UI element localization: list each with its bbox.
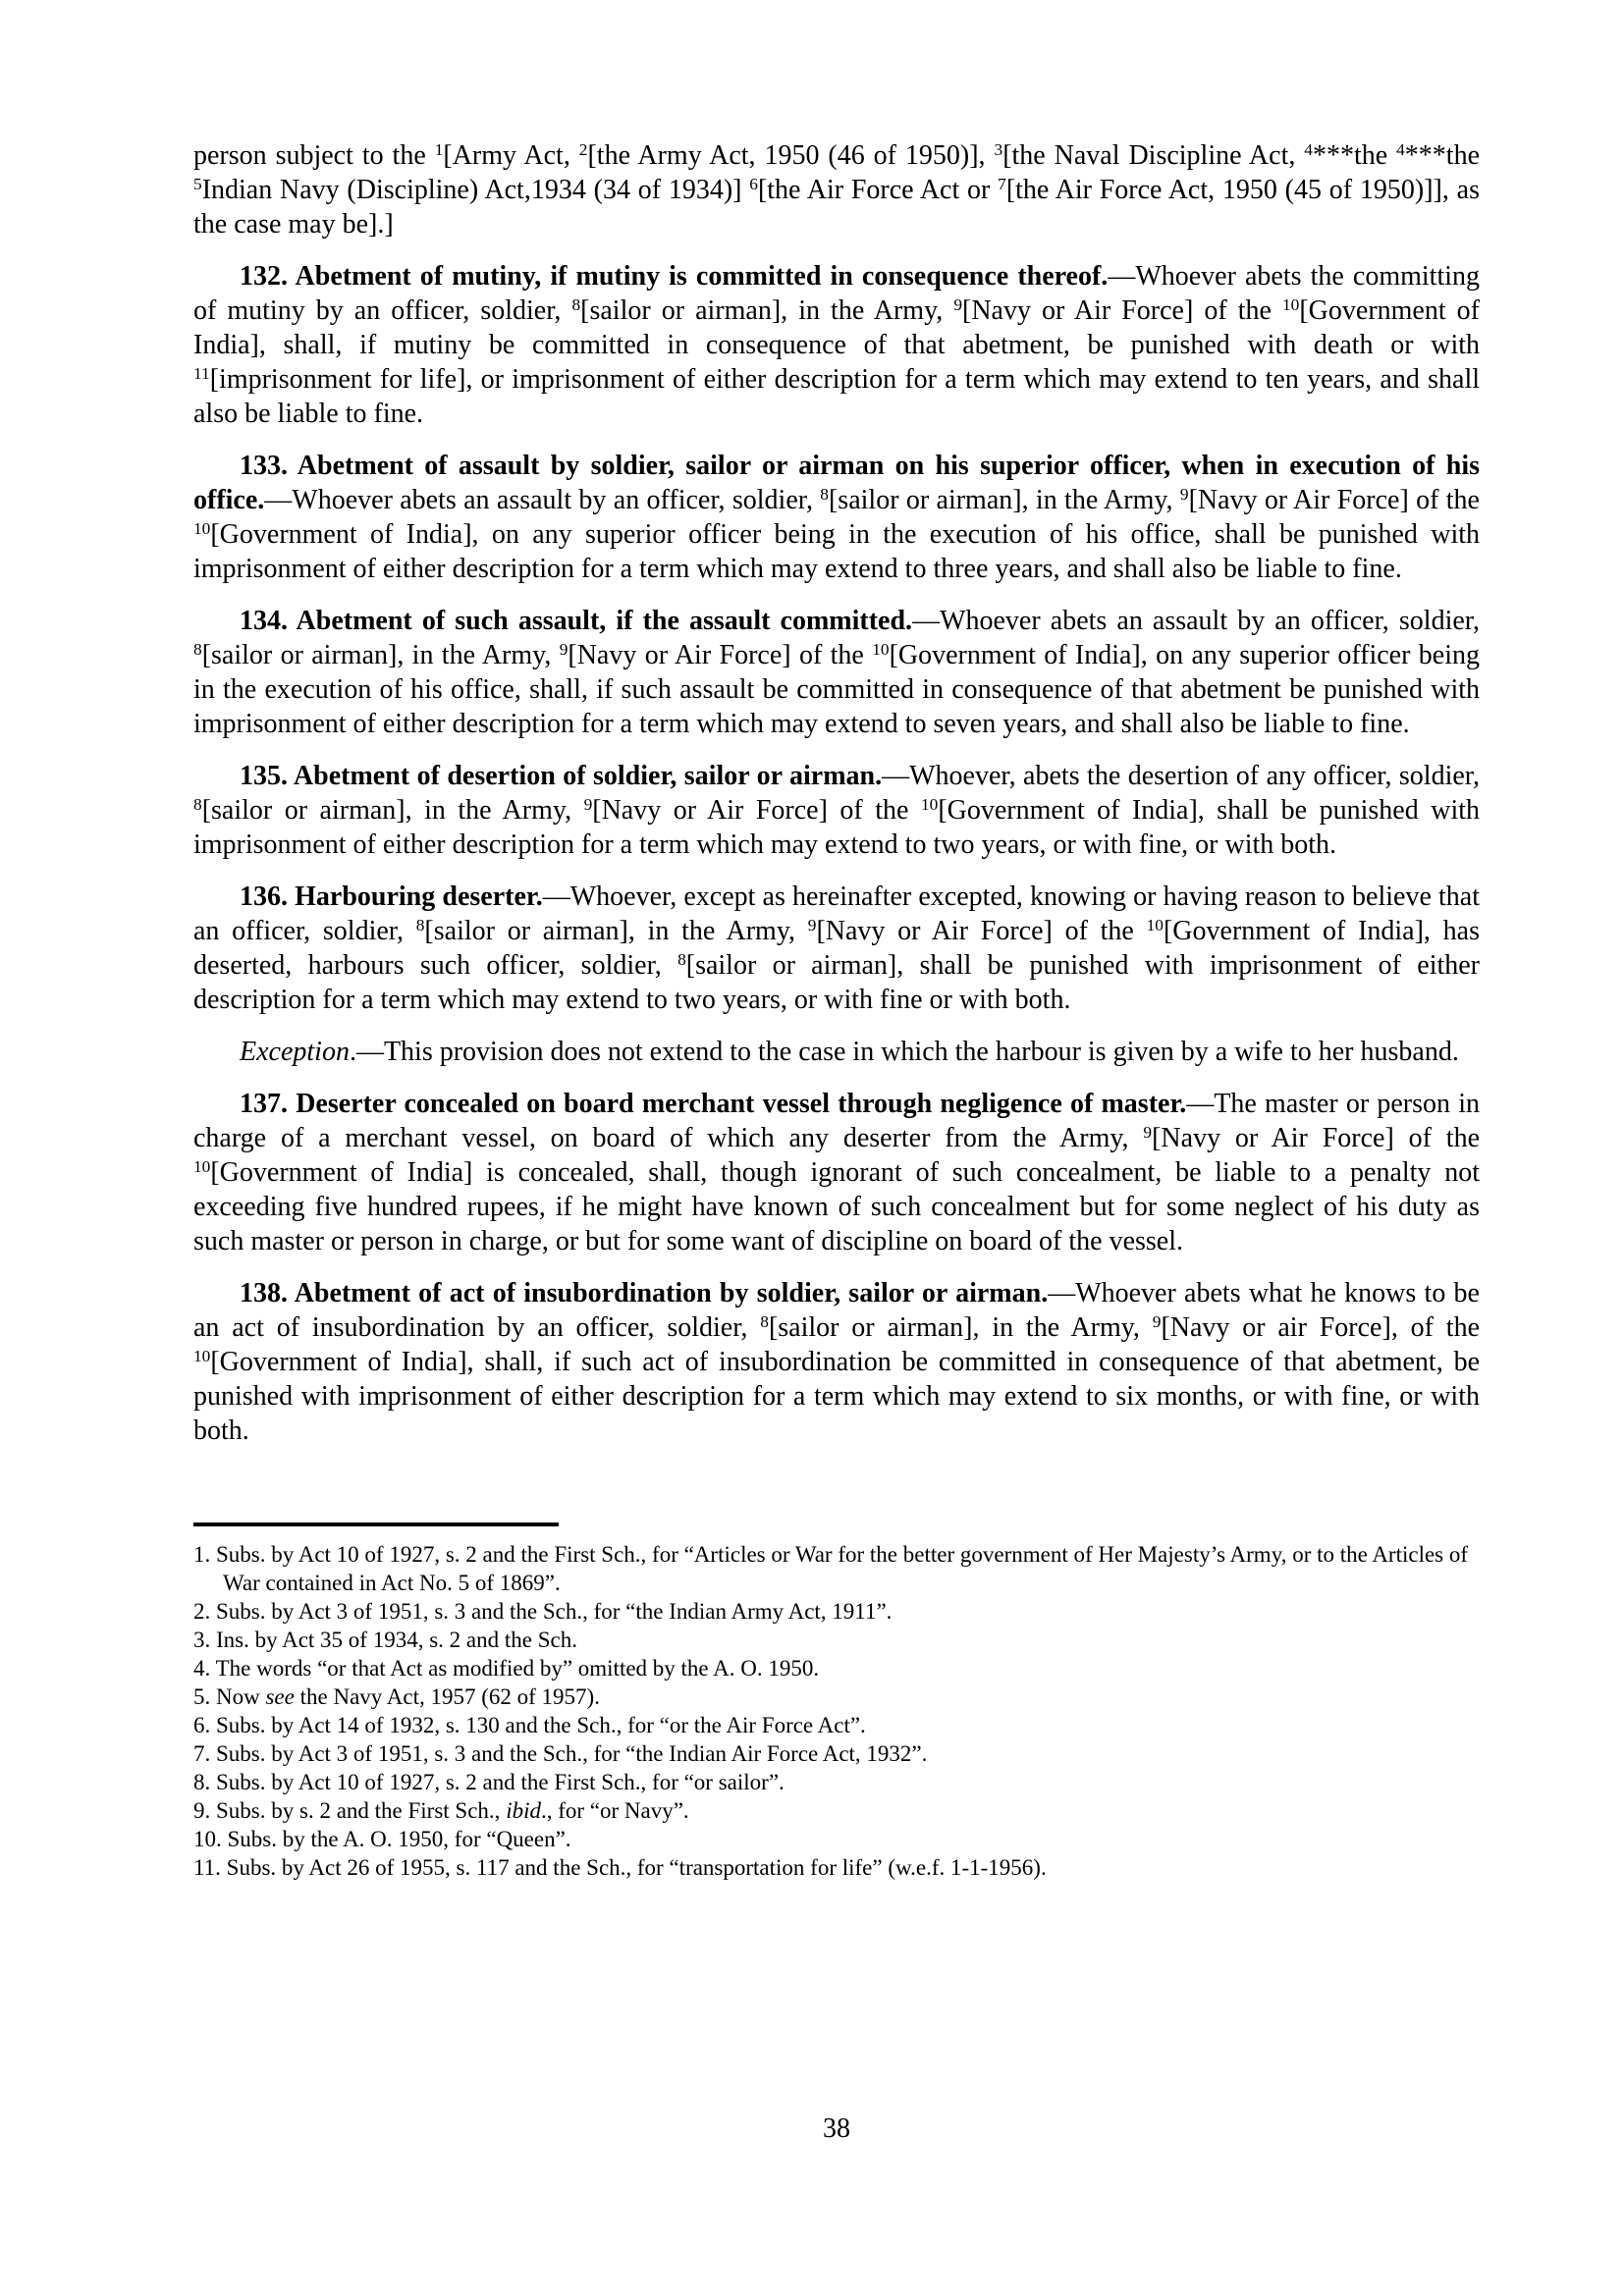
footnote-item: [193, 1825, 1480, 1853]
text-run: [Government of India], on any superior officer being in the execution of his office, shall be punished with imprisonment of either description for a term which may extend to three years, and shall also be liable to fine.: [193, 519, 1480, 584]
footnotes-list: [193, 1540, 1480, 1882]
intro-continuation-para: [193, 138, 1480, 241]
footnote-item: [193, 1796, 1480, 1825]
footnote-item: [193, 1540, 1480, 1597]
footnote-ref: 10: [193, 1156, 211, 1176]
section-136: [193, 880, 1480, 1017]
footnote-ref: 8: [571, 294, 581, 314]
text-run: Subs. by Act 10 of 1927, s. 2 and the First Sch., for “Articles or War for the better government of Her Majesty’s Army, or to the Articles of War contained in Act No. 5 of 1869”.: [216, 1542, 1469, 1595]
text-run: 8.: [193, 1770, 216, 1794]
footnote-item: [193, 1711, 1480, 1739]
text-run: 11.: [193, 1855, 227, 1880]
footnote-ref: 10: [193, 518, 211, 538]
text-run: Exception: [240, 1037, 350, 1067]
text-run: .—This provision does not extend to the case in which the harbour is given by a wife to her husband.: [349, 1037, 1459, 1067]
footnote-ref: 7: [998, 174, 1006, 193]
footnote-item: [193, 1853, 1480, 1882]
text-run: Subs. by Act 26 of 1955, s. 117 and the Sch., for “transportation for life” (w.e.f. 1-1-1956).: [226, 1855, 1047, 1880]
text-run: —Whoever abets what he knows to be an act of insubordination by an officer, soldier,: [193, 1278, 1480, 1343]
text-run: [Government of India], shall be punished with imprisonment of either description for a term which may extend to two years, or with fine, or with both.: [193, 795, 1481, 860]
text-run: 2.: [193, 1599, 216, 1624]
text-run: [sailor or airman], in the Army,: [768, 1312, 1153, 1343]
footnote-ref: 8: [820, 484, 829, 504]
page-number: 38: [823, 2113, 850, 2144]
text-run: [Army Act,: [443, 140, 579, 171]
text-run: person subject to the: [193, 140, 435, 171]
text-run: ***the: [1312, 140, 1397, 171]
text-run: 132. Abetment of mutiny, if mutiny is committed in consequence thereof.: [240, 261, 1109, 292]
text-run: 134. Abetment of such assault, if the assault committed.: [240, 606, 913, 636]
text-run: [sailor or airman], in the Army,: [424, 916, 808, 946]
text-run: Subs. by s. 2 and the First Sch.,: [216, 1798, 507, 1823]
text-run: 4.: [193, 1656, 216, 1681]
text-run: [Navy or air Force], of the: [1161, 1312, 1480, 1343]
text-run: [Navy or Air Force] of the: [592, 795, 921, 826]
footnote-ref: 1: [434, 139, 444, 159]
footnote-item: [193, 1768, 1480, 1796]
section-133: [193, 449, 1480, 586]
footnote-ref: 2: [578, 139, 588, 159]
text-run: [imprisonment for life], or imprisonment of either description for a term which may extend to ten years, and shall also be liable to fine.: [193, 364, 1480, 429]
text-run: 9.: [193, 1798, 216, 1823]
text-run: —Whoever abets the committing of mutiny by an officer, soldier,: [193, 261, 1480, 326]
text-run: [sailor or airman], in the Army,: [201, 640, 560, 670]
footnote-item: [193, 1654, 1480, 1682]
footnote-ref: 10: [1146, 915, 1164, 934]
footnote-item: [193, 1739, 1480, 1768]
text-run: Subs. by Act 10 of 1927, s. 2 and the First Sch., for “or sailor”.: [216, 1770, 785, 1794]
text-run: [Government of India], shall, if such act of insubordination be committed in consequence of that abetment, be punished with imprisonment of either description for a term which may extend to six months, or with fine, or with both.: [193, 1347, 1480, 1446]
section-137: [193, 1087, 1480, 1258]
text-run: [sailor or airman], in the Army,: [828, 485, 1180, 515]
text-run: ., for “or Navy”.: [540, 1798, 689, 1823]
footnote-ref: 8: [677, 949, 686, 969]
footnote-ref: 6: [749, 174, 758, 193]
text-run: The words “or that Act as modified by” omitted by the A. O. 1950.: [215, 1656, 820, 1681]
text-run: 7.: [193, 1741, 216, 1766]
footnote-ref: 8: [193, 639, 202, 659]
text-run: 5.: [193, 1684, 216, 1709]
text-run: Indian Navy (Discipline) Act,1934 (34 of 1934)]: [201, 175, 750, 205]
text-run: [Government of India], on any superior officer being in the execution of his office, shall, if such assault be committed in consequence of that abetment be punished with imprisonment of either description for a term which may extend to seven years, and shall also be liable to fine.: [193, 640, 1481, 739]
footnote-ref: 10: [920, 794, 939, 814]
footnote-ref: 8: [760, 1311, 769, 1331]
text-run: [sailor or airman], shall be punished with imprisonment of either description for a term which may extend to two years, or with fine or with both.: [193, 950, 1480, 1015]
footnote-ref: 9: [1152, 1311, 1162, 1331]
text-run: Subs. by Act 14 of 1932, s. 130 and the Sch., for “or the Air Force Act”.: [216, 1713, 866, 1737]
text-run: Subs. by Act 3 of 1951, s. 3 and the Sch., for “the Indian Air Force Act, 1932”.: [216, 1741, 928, 1766]
text-run: 1.: [193, 1542, 216, 1567]
footnote-item: [193, 1597, 1480, 1626]
text-run: [the Naval Discipline Act,: [1002, 140, 1305, 171]
footnote-ref: 9: [807, 915, 817, 934]
footnote-ref: 8: [415, 915, 425, 934]
footnote-ref: 4: [1396, 139, 1405, 159]
text-run: —Whoever, except as hereinafter excepted, knowing or having reason to believe that an officer, soldier,: [193, 881, 1480, 946]
text-run: Subs. by the A. O. 1950, for “Queen”.: [227, 1827, 571, 1851]
text-run: 10.: [193, 1827, 228, 1851]
text-run: [sailor or airman], in the Army,: [201, 795, 584, 826]
text-run: 6.: [193, 1713, 216, 1737]
footnote-ref: 10: [872, 639, 890, 659]
text-run: [Navy or Air Force] of the: [816, 916, 1147, 946]
text-run: ibid: [506, 1798, 541, 1823]
section-138: [193, 1276, 1480, 1448]
text-run: Ins. by Act 35 of 1934, s. 2 and the Sch.: [216, 1628, 577, 1652]
text-run: the Navy Act, 1957 (62 of 1957).: [294, 1684, 600, 1709]
text-run: [Navy or Air Force] of the: [1188, 485, 1480, 515]
footnote-ref: 4: [1304, 139, 1313, 159]
text-run: see: [265, 1684, 295, 1709]
footnote-ref: 10: [1281, 294, 1300, 314]
text-run: 136. Harbouring deserter.: [240, 881, 543, 912]
text-run: —The master or person in charge of a merchant vessel, on board of which any deserter from the Army,: [193, 1089, 1480, 1153]
text-run: —Whoever, abets the desertion of any officer, soldier,: [882, 761, 1480, 791]
footnote-item: [193, 1682, 1480, 1711]
text-run: —Whoever abets an assault by an officer, soldier,: [912, 606, 1480, 636]
text-run: 137. Deserter concealed on board merchant vessel through negligence of master.: [240, 1089, 1187, 1119]
footnote-item: [193, 1626, 1480, 1654]
footnote-ref: 9: [1143, 1122, 1153, 1142]
statute-text-block: [193, 138, 1480, 1448]
footnote-ref: 11: [193, 363, 210, 383]
text-run: Subs. by Act 3 of 1951, s. 3 and the Sch., for “the Indian Army Act, 1911”.: [216, 1599, 893, 1624]
text-run: 3.: [193, 1628, 216, 1652]
footnote-ref: 3: [994, 139, 1003, 159]
text-run: Now: [216, 1684, 266, 1709]
text-run: ***the: [1404, 140, 1481, 171]
text-run: [the Air Force Act, 1950 (45 of 1950)]], as the case may be].]: [193, 175, 1480, 240]
footnote-ref: 8: [193, 794, 202, 814]
text-run: [the Air Force Act or: [757, 175, 999, 205]
text-run: [Government of India] is concealed, shall, though ignorant of such concealment, be liable to a penalty not exceeding five hundred rupees, if he might have known of such concealment but for some neglect of his duty as such master or person in charge, or but for some want of discipline on board of the vessel.: [193, 1157, 1480, 1256]
section-132: [193, 259, 1480, 431]
text-run: [sailor or airman], in the Army,: [580, 295, 954, 326]
exception-clause: [193, 1035, 1480, 1069]
footnote-ref: 10: [193, 1346, 211, 1365]
footnote-ref: 9: [1179, 484, 1189, 504]
section-134: [193, 604, 1480, 741]
footnote-ref: 9: [953, 294, 962, 314]
footnote-ref: 5: [193, 174, 202, 193]
section-135: [193, 759, 1480, 862]
text-run: [the Army Act, 1950 (46 of 1950)],: [587, 140, 995, 171]
text-run: 133. Abetment of assault by soldier, sailor or airman on his superior officer, when in execution of his office.: [193, 451, 1480, 515]
text-run: [Navy or Air Force] of the: [568, 640, 873, 670]
text-run: [Navy or Air Force] of the: [962, 295, 1282, 326]
text-run: 138. Abetment of act of insubordination by soldier, sailor or airman.: [240, 1278, 1049, 1308]
text-run: —Whoever abets an assault by an officer, soldier,: [264, 485, 821, 515]
footnote-ref: 9: [559, 639, 568, 659]
text-run: 135. Abetment of desertion of soldier, sailor or airman.: [240, 761, 883, 791]
text-run: [Government of India], shall, if mutiny be committed in consequence of that abetment, be punished with death or with: [193, 295, 1481, 360]
footnote-ref: 9: [583, 794, 593, 814]
text-run: [Navy or Air Force] of the: [1152, 1123, 1480, 1153]
footnote-divider: [193, 1522, 559, 1526]
text-run: [Government of India], has deserted, harbours such officer, soldier,: [193, 916, 1480, 981]
